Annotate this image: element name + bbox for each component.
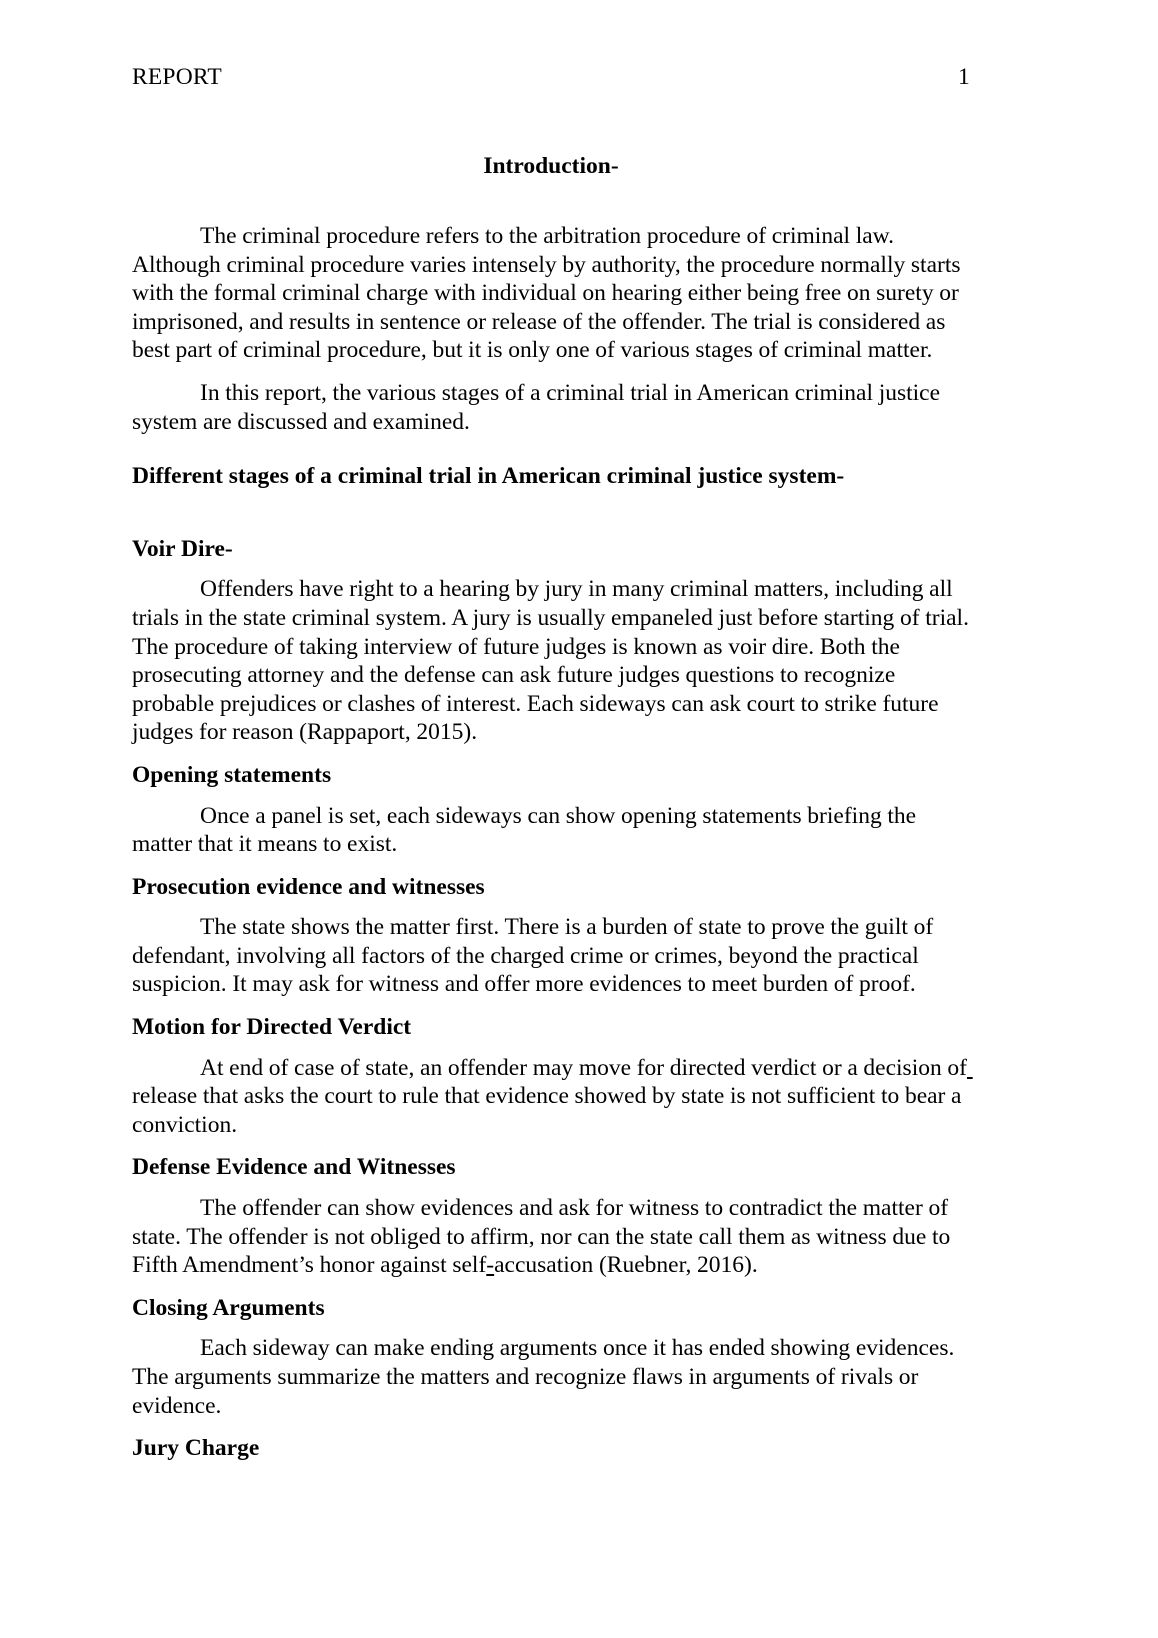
page-title: Introduction- [483,153,619,179]
running-head [132,63,970,91]
running-head-title: REPORT [132,64,222,90]
heading-prosecution-evidence: Prosecution evidence and witnesses [132,873,485,900]
underlined-space-artifact [967,1055,973,1081]
defense-text-part2: accusation (Ruebner, 2016). [494,1252,758,1279]
intro-paragraph-2: In this report, the various stages of a criminal trial in American criminal justice system are discussed and examined. [132,379,941,435]
heading-defense-evidence: Defense Evidence and Witnesses [132,1154,456,1181]
prosecution-paragraph: The state shows the matter first. There is a burden of state to prove the guilt of defendant, involving all factors of the charged crime or crimes, beyond the practical suspicion. It may ask for witness and offer more evidences to meet burden of proof. [132,914,934,998]
heading-different-stages: Different stages of a criminal trial in American criminal justice system- [132,463,845,490]
directed-verdict-text-part1: At end of case of state, an offender may move for directed verdict or a decision of [200,1054,967,1081]
heading-jury-charge: Jury Charge [132,1435,260,1462]
defense-text-part1: The offender can show evidences and ask for witness to contradict the matter of state. The offender is not obliged to affirm, nor can the state call them as witness due to Fifth Amendment’s honor against self [132,1195,951,1279]
defense-paragraph [132,1194,975,1280]
closing-arguments-paragraph: Each sideway can make ending arguments once it has ended showing evidences. The arguments summarize the matters and recognize flaws in arguments of rivals or evidence. [132,1335,955,1419]
page-number: 1 [958,64,970,90]
underlined-hyphen-artifact: - [486,1252,495,1279]
intro-paragraph-1: The criminal procedure refers to the arbitration procedure of criminal law. Although criminal procedure varies intensely by authority, the procedure normally starts with the formal criminal charge with individual on hearing either being free on surety or imprisoned, and results in sentence or release of the offender. The trial is considered as best part of criminal procedure, but it is only one of various stages of criminal matter. [132,223,961,364]
heading-voir-dire: Voir Dire- [132,535,233,562]
heading-closing-arguments: Closing Arguments [132,1294,325,1321]
directed-verdict-text-part2: release that asks the court to rule that evidence showed by state is not sufficient to bear a conviction. [132,1083,962,1138]
directed-verdict-paragraph [132,1054,975,1140]
heading-opening-statements: Opening statements [132,761,332,788]
document-body [132,222,975,1475]
heading-motion-directed-verdict: Motion for Directed Verdict [132,1014,412,1041]
opening-statements-paragraph: Once a panel is set, each sideways can show opening statements briefing the matter that it means to exist. [132,802,917,858]
voir-dire-paragraph: Offenders have right to a hearing by jury in many criminal matters, including all trials in the state criminal system. A jury is usually empaneled just before starting of trial. The procedure of taking interview of future judges is known as voir dire. Both the prosecuting attorney and the defense can ask future judges questions to recognize probable prejudices or clashes of interest. Each sideways can ask court to strike future judges for reason (Rappaport, 2015). [132,576,969,746]
